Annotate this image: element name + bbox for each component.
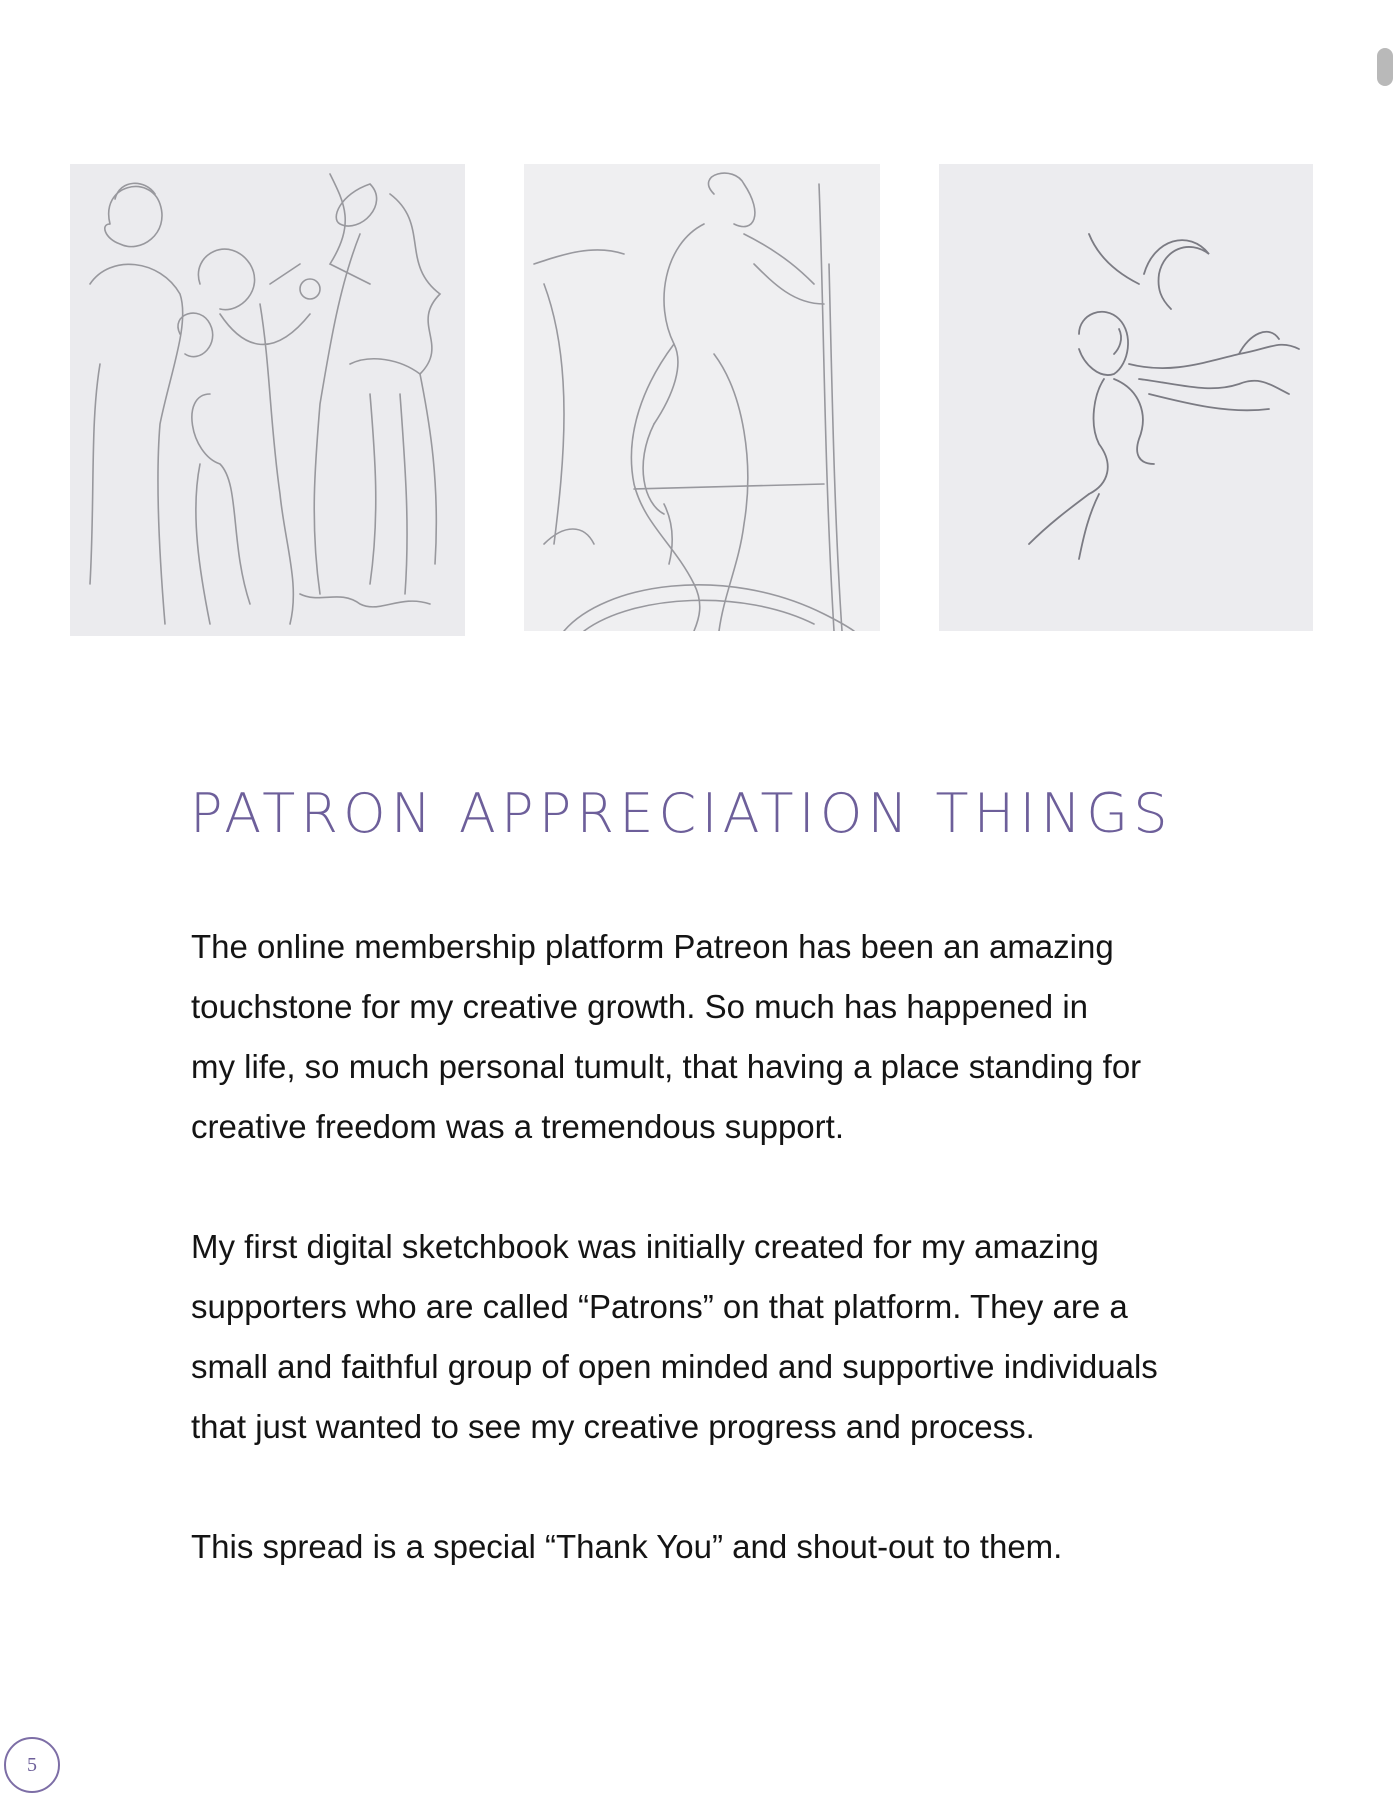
paragraph-2: My first digital sketchbook was initially created for my amazing supporters who are called “Patrons” on that platform. They are a small and faithful group of open minded and supportive individuals that just wanted to see my creative progress and process. — [191, 1228, 1158, 1445]
pencil-sketch-figures-icon — [70, 164, 465, 636]
sketch-image-2 — [524, 164, 880, 631]
pencil-sketch-figure-icon — [524, 164, 880, 631]
sketch-image-1 — [70, 164, 465, 636]
paragraph-3: This spread is a special “Thank You” and shout-out to them. — [191, 1528, 1063, 1565]
paragraph-1: The online membership platform Patreon has been an amazing touchstone for my creative growth. So much has happened in my life, so much personal tumult, that having a place standing for creative freedom was a tremendous support. — [191, 928, 1142, 1145]
page-number-badge — [4, 1737, 60, 1793]
pencil-sketch-crescent-figure-icon — [939, 164, 1313, 631]
sketch-image-3 — [939, 164, 1313, 631]
page-number: 5 — [27, 1753, 37, 1776]
scrollbar-thumb[interactable] — [1377, 48, 1393, 86]
page-title: PATRON APPRECIATION THINGS — [190, 782, 1173, 845]
